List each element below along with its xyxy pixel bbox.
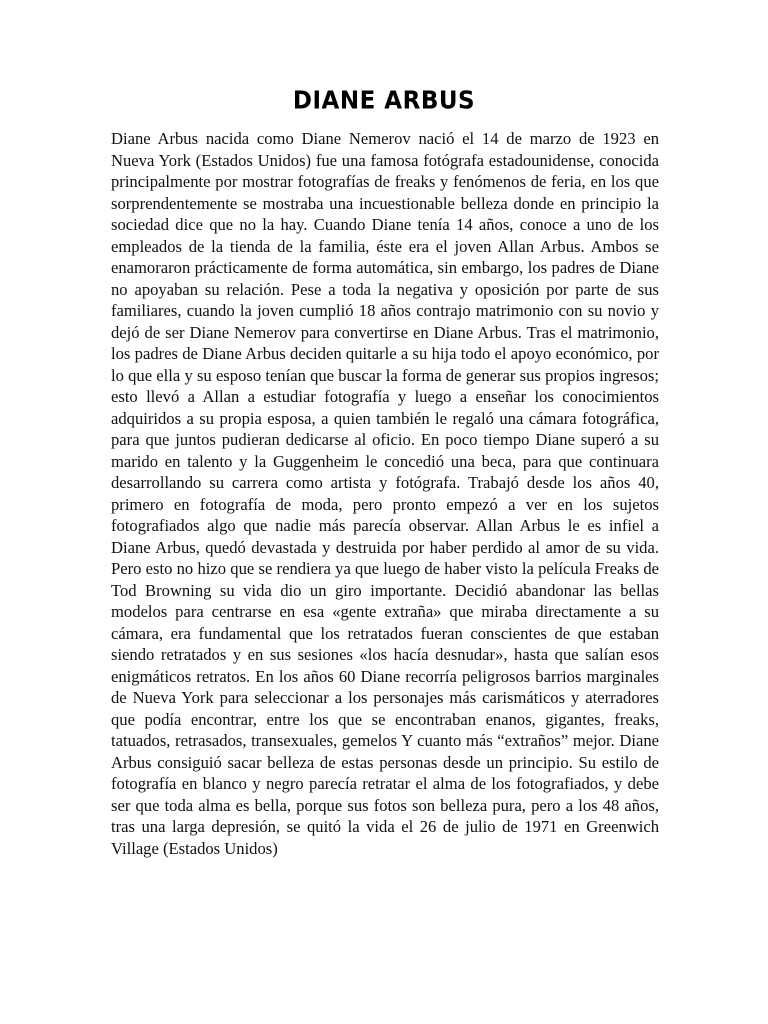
document-body-paragraph: Diane Arbus nacida como Diane Nemerov nació el 14 de marzo de 1923 en Nueva York (Estados Unidos) fue una famosa fotógrafa estadounidense, conocida principalmente por mostrar fotografías de freaks y fenómenos de feria, en los que sorprendentemente se mostraba una incuestionable belleza donde en principio la sociedad dice que no la hay. Cuando Diane tenía 14 años, conoce a uno de los empleados de la tienda de la familia, éste era el joven Allan Arbus. Ambos se enamoraron prácticamente de forma automática, sin embargo, los padres de Diane no apoyaban su relación. Pese a toda la negativa y oposición por parte de sus familiares, cuando la joven cumplió 18 años contrajo matrimonio con su novio y dejó de ser Diane Nemerov para convertirse en Diane Arbus. Tras el matrimonio, los padres de Diane Arbus deciden quitarle a su hija todo el apoyo económico, por lo que ella y su esposo tenían que buscar la forma de generar sus propios ingresos; esto llevó a Allan a estudiar fotografía y luego a enseñar los conocimientos adquiridos a su propia esposa, a quien también le regaló una cámara fotográfica, para que juntos pudieran dedicarse al oficio. En poco tiempo Diane superó a su marido en talento y la Guggenheim le concedió una beca, para que continuara desarrollando su carrera como artista y fotógrafa. Trabajó desde los años 40, primero en fotografía de moda, pero pronto empezó a ver en los sujetos fotografiados algo que nadie más parecía observar. Allan Arbus le es infiel a Diane Arbus, quedó devastada y destruida por haber perdido al amor de su vida. Pero esto no hizo que se rendiera ya que luego de haber visto la película Freaks de Tod Browning su vida dio un giro importante. Decidió abandonar las bellas modelos para centrarse en esa «gente extraña» que miraba directamente a su cámara, era fundamental que los retratados fueran conscientes de que estaban siendo retratados y en sus sesiones «los hacía desnudar», hasta que salían esos enigmáticos retratos. En los años 60 Diane recorría peligrosos barrios marginales de Nueva York para seleccionar a los personajes más carismáticos y aterradores que podía encontrar, entre los que se encontraban enanos, gigantes, freaks, tatuados, retrasados, transexuales, gemelos Y cuanto más “extraños” mejor. Diane Arbus consiguió sacar belleza de estas personas desde un principio. Su estilo de fotografía en blanco y negro parecía retratar el alma de los fotografiados, y debe ser que toda alma es bella, porque sus fotos son belleza pura, pero a los 48 años, tras una larga depresión, se quitó la vida el 26 de julio de 1971 en Greenwich Village (Estados Unidos) (111, 129, 659, 858)
document-title: DIANE ARBUS (292, 86, 476, 116)
